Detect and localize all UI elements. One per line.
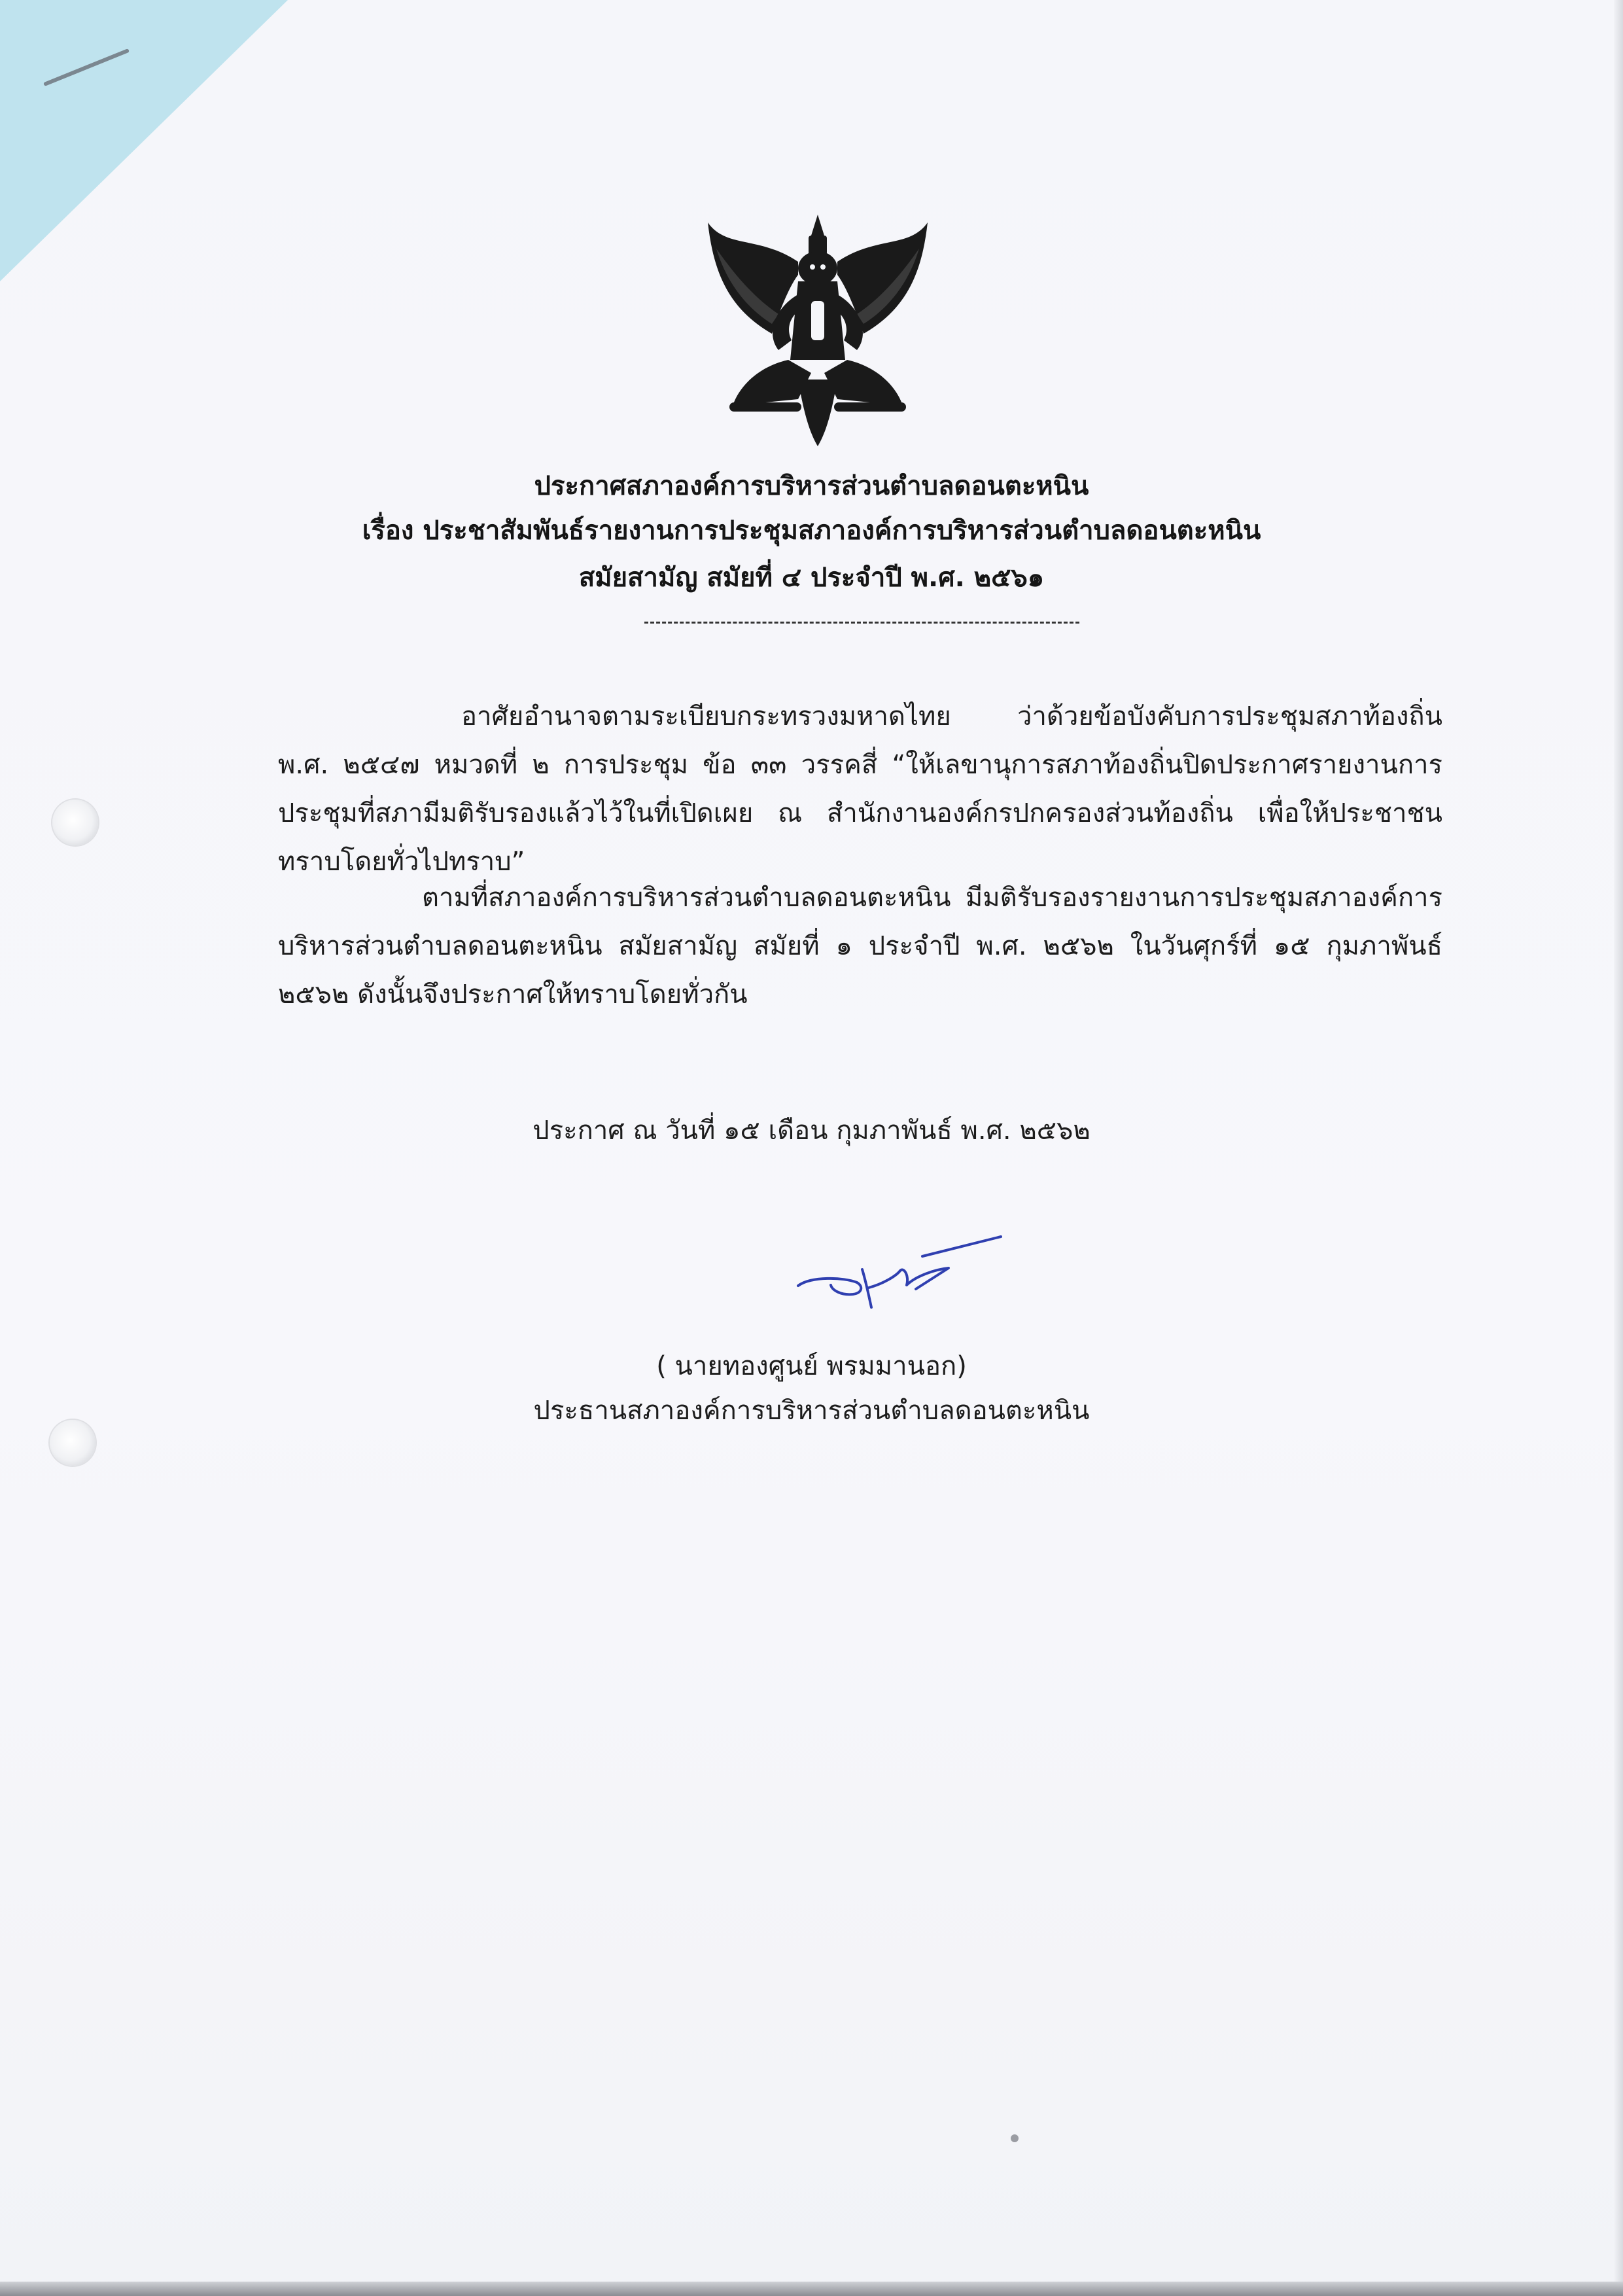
folder-corner: [0, 0, 288, 281]
signatory-name: ( นายทองศูนย์ พรมมานอก): [656, 1351, 967, 1381]
paragraph-resolution: ตามที่สภาองค์การบริหารส่วนตำบลดอนตะหนิน มีมติรับรองรายงานการประชุมสภาองค์การบริหารส่วนตำบลดอนตะหนิน สมัยสามัญ สมัยที่ ๑ ประจำปี พ.ศ. ๒๕๖๒ ในวันศุกร์ที่ ๑๕ กุมภาพันธ์ ๒๕๖๒ ดังนั้นจึงประกาศให้ทราบโดยทั่วกัน: [278, 883, 1442, 1010]
page-edge: [0, 2282, 1623, 2296]
signature: [785, 1230, 1007, 1322]
punch-hole: [52, 800, 98, 845]
page-edge: [1614, 0, 1623, 2296]
document-title: ประกาศสภาองค์การบริหารส่วนตำบลดอนตะหนิน: [534, 471, 1089, 501]
garuda-emblem-icon: [700, 209, 935, 451]
document-session: สมัยสามัญ สมัยที่ ๔ ประจำปี พ.ศ. ๒๕๖๑: [578, 563, 1045, 593]
paragraph-authority: อาศัยอำนาจตามระเบียบกระทรวงมหาดไทย ว่าด้วยข้อบังคับการประชุมสภาท้องถิ่น พ.ศ. ๒๕๔๗ หมวดที่ ๒ การประชุม ข้อ ๓๓ วรรคสี่ “ให้เลขานุการสภาท้องถิ่นปิดประกาศรายงานการประชุมที่สภามีมติรับรองแล้วไว้ในที่เปิดเผย ณ สำนักงานองค์กรปกครองส่วนท้องถิ่น เพื่อให้ประชาชนทราบโดยทั่วไปทราบ”: [278, 701, 1442, 877]
announcement-date: ประกาศ ณ วันที่ ๑๕ เดือน กุมภาพันธ์ พ.ศ. ๒๕๖๒: [532, 1116, 1091, 1146]
document-subject: เรื่อง ประชาสัมพันธ์รายงานการประชุมสภาองค์การบริหารส่วนตำบลดอนตะหนิน: [362, 516, 1261, 546]
signatory-position: ประธานสภาองค์การบริหารส่วนตำบลดอนตะหนิน: [533, 1396, 1090, 1426]
divider: [644, 622, 1079, 624]
scan-speck: [1011, 2134, 1019, 2142]
